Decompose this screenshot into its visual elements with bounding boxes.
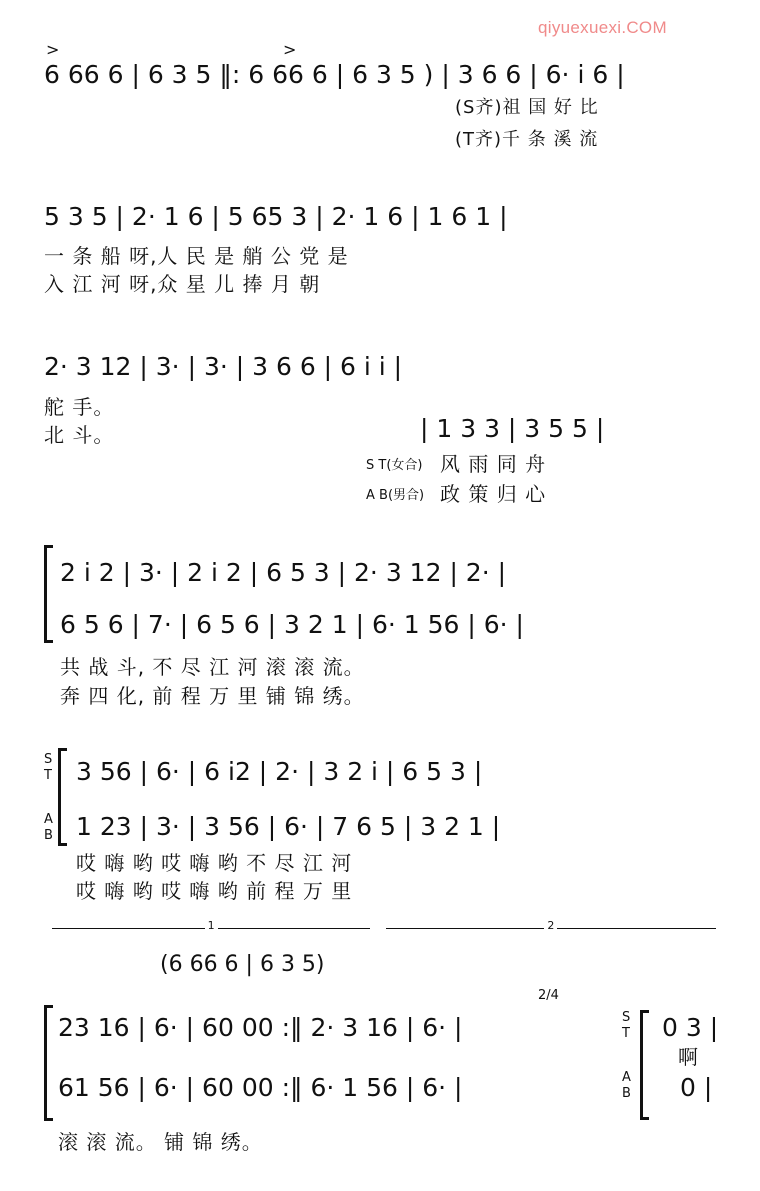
st-label-6: S T [622, 1010, 631, 1041]
score-line-5-upper: 3 56 | 6· | 6 i2 | 2· | 3 2 i | 6 5 3 | [76, 757, 483, 786]
lyrics-s: (S齐)祖 国 好 比 [455, 97, 599, 118]
score-line-6-upper: 23 16 | 6· | 60 00 :‖ 2· 3 16 | 6· | [58, 1013, 463, 1042]
watermark: qiyuexuexi.COM [538, 18, 667, 37]
ab-label: A B(男合) [366, 488, 425, 503]
lyrics-line-4a: 共 战 斗, 不 尽 江 河 滚 滚 流。 [60, 655, 365, 679]
accent-mark: > [46, 40, 60, 59]
score-line-3: 2· 3 12 | 3· | 3· | 3 6 6 | 6 i i | [44, 352, 403, 381]
st-lyric-6: 啊 [678, 1045, 699, 1069]
score-line-5-lower: 1 23 | 3· | 3 56 | 6· | 7 6 5 | 3 2 1 | [76, 812, 501, 841]
score-line-3-lower: | 1 3 3 | 3 5 5 | [420, 414, 605, 443]
ab-label-6: A B [622, 1070, 631, 1101]
score-line-4-upper: 2 i 2 | 3· | 2 i 2 | 6 5 3 | 2· 3 12 | 2· | [60, 558, 507, 587]
volta-2: 2 [386, 928, 716, 939]
lyrics-line-2b: 入 江 河 呀,众 星 儿 捧 月 朝 [44, 272, 321, 296]
lyrics-line-6: 滚 滚 流。 铺 锦 绣。 [58, 1130, 263, 1154]
st-lyrics: 风 雨 同 舟 [440, 452, 547, 476]
lyrics-line-2a: 一 条 船 呀,人 民 是 艄 公 党 是 [44, 244, 349, 268]
lyrics-line-5b: 哎 嗨 哟 哎 嗨 哟 前 程 万 里 [76, 879, 353, 903]
ab-label-5: A B [44, 812, 53, 843]
score-line-2: 5 3 5 | 2· 1 6 | 5 65 3 | 2· 1 6 | 1 6 1 | [44, 202, 508, 231]
score-line-4-lower: 6 5 6 | 7· | 6 5 6 | 3 2 1 | 6· 1 56 | 6· | [60, 610, 524, 639]
st-label: S T(女合) [366, 458, 423, 473]
lyrics-t: (T齐)千 条 溪 流 [455, 129, 599, 150]
system-bracket [58, 748, 67, 846]
volta-1: 1 [52, 928, 370, 939]
time-signature: 2/4 [538, 988, 559, 1003]
system-bracket [640, 1010, 649, 1120]
ab-notes-6: 0 | [680, 1073, 713, 1102]
ab-lyrics: 政 策 归 心 [440, 482, 547, 506]
score-line-6-lower: 61 56 | 6· | 60 00 :‖ 6· 1 56 | 6· | [58, 1073, 463, 1102]
accent-mark: > [283, 40, 297, 59]
lyrics-line-3b: 北 斗。 [44, 423, 115, 447]
st-notes-6: 0 3 | [662, 1013, 719, 1042]
lyrics-line-3a: 舵 手。 [44, 395, 115, 419]
intro-reprise: (6 66 6 | 6 3 5) [160, 952, 325, 977]
lyrics-line-5a: 哎 嗨 哟 哎 嗨 哟 不 尽 江 河 [76, 851, 353, 875]
system-bracket [44, 545, 53, 643]
score-line-1: 6 66 6 | 6 3 5 ‖: 6 66 6 | 6 3 5 ) | 3 6 6 | 6· i 6 | [44, 60, 625, 89]
system-bracket [44, 1005, 53, 1121]
lyrics-line-4b: 奔 四 化, 前 程 万 里 铺 锦 绣。 [60, 684, 365, 708]
st-label-5: S T [44, 752, 53, 783]
